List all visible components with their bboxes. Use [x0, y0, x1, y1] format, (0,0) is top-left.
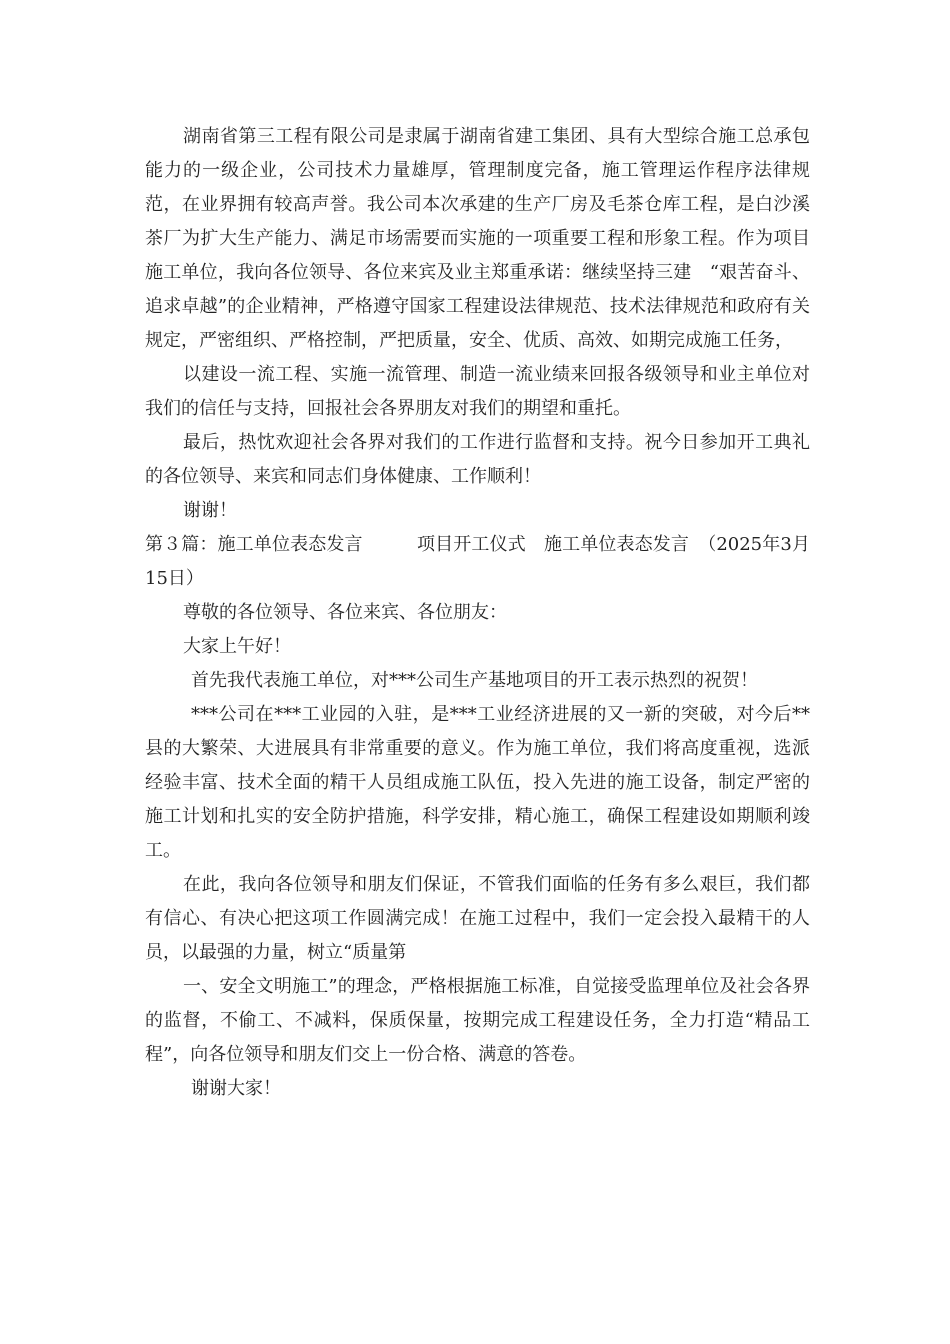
paragraph-guarantee: 在此，我向各位领导和朋友们保证，不管我们面临的任务有多么艰巨，我们都有信心、有决心把这项工作圆满完成！在施工过程中，我们一定会投入最精干的人员，以最强的力量，树立“质量第 — [145, 874, 810, 963]
paragraph-salutation: 尊敬的各位领导、各位来宾、各位朋友： — [183, 602, 507, 623]
section-heading: 第３篇：施工单位表态发言 项目开工仪式 施工单位表态发言 （2025年3月15日） — [145, 534, 810, 589]
paragraph-greeting: 大家上午好！ — [183, 636, 291, 657]
paragraph-quality: 一、安全文明施工”的理念，严格根据施工标准，自觉接受监理单位及社会各界的监督，不偷工、不减料，保质保量，按期完成工程建设任务，全力打造“精品工程”，向各位领导和朋友们交上一份合格、满意的答卷。 — [145, 976, 810, 1065]
document-page — [145, 0, 810, 1106]
paragraph-welcome: 最后，热忱欢迎社会各界对我们的工作进行监督和支持。祝今日参加开工典礼的各位领导、来宾和同志们身体健康、工作顺利！ — [145, 432, 810, 487]
paragraph-congratulations: 首先我代表施工单位，对***公司生产基地项目的开工表示热烈的祝贺！ — [191, 670, 758, 691]
paragraph-commitment: 以建设一流工程、实施一流管理、制造一流业绩来回报各级领导和业主单位对我们的信任与支持，回报社会各界朋友对我们的期望和重托。 — [145, 364, 810, 419]
paragraph-thanks: 谢谢！ — [183, 500, 237, 521]
paragraph-closing-thanks: 谢谢大家！ — [191, 1078, 281, 1099]
paragraph-significance: ***公司在***工业园的入驻，是***工业经济进展的又一新的突破，对今后**县的大繁荣、大进展具有非常重要的意义。作为施工单位，我们将高度重视，选派经验丰富、技术全面的精干人员组成施工队伍，投入先进的施工设备，制定严密的施工计划和扎实的安全防护措施，科学安排，精心施工，确保工程建设如期顺利竣工。 — [145, 704, 810, 861]
paragraph-company-intro: 湖南省第三工程有限公司是隶属于湖南省建工集团、具有大型综合施工总承包能力的一级企业，公司技术力量雄厚，管理制度完备，施工管理运作程序法律规范，在业界拥有较高声誉。我公司本次承建的生产厂房及毛茶仓库工程，是白沙溪茶厂为扩大生产能力、满足市场需要而实施的一项重要工程和形象工程。作为项目施工单位，我向各位领导、各位来宾及业主郑重承诺：继续坚持三建 “艰苦奋斗、追求卓越”的企业精神，严格遵守国家工程建设法律规范、技术法律规范和政府有关规定，严密组织、严格控制，严把质量，安全、优质、高效、如期完成施工任务， — [145, 126, 810, 351]
